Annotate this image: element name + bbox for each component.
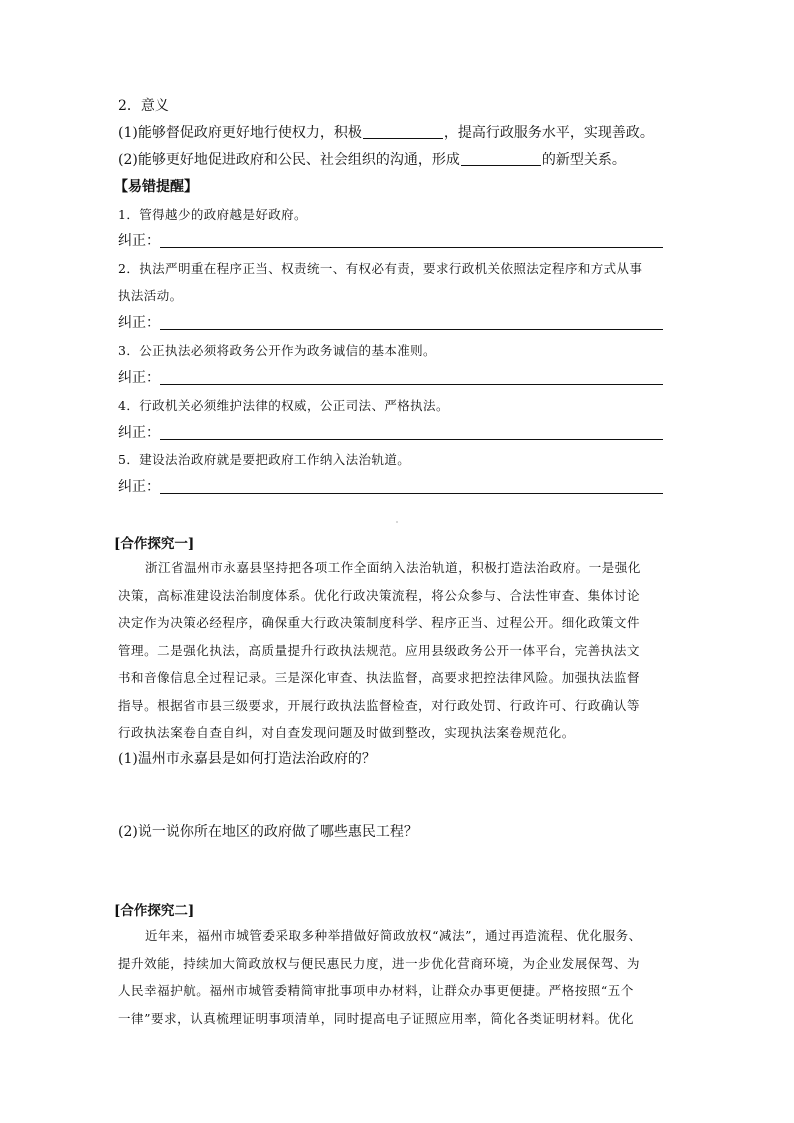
coop1-line-3: 决定作为决策必经程序，确保重大行政决策制度科学、程序正当、过程公开。细化政策文件 — [118, 615, 641, 630]
significance-item-1 — [118, 124, 654, 142]
answer-line — [160, 493, 663, 494]
errors-heading: 【易错提醒】 — [114, 179, 198, 195]
correction-row-4[interactable] — [118, 423, 663, 443]
correction-label: 纠正： — [118, 233, 160, 249]
answer-line — [160, 384, 663, 385]
correction-label: 纠正： — [118, 370, 160, 386]
error-item-5: 5．建设法治政府就是要把政府工作纳入法治轨道。 — [118, 452, 411, 467]
correction-row-2[interactable] — [118, 313, 663, 333]
coop1-question-1: (1)温州市永嘉县是如何打造法治政府的？ — [118, 751, 376, 767]
coop2-line-2: 提升效能，持续加大简政放权与便民惠民力度，进一步优化营商环境，为企业发展保驾、为 — [118, 955, 641, 971]
section-heading-significance: 2．意义 — [118, 98, 169, 114]
coop1-line-1: 浙江省温州市永嘉县坚持把各项工作全面纳入法治轨道，积极打造法治政府。一是强化 — [145, 560, 641, 575]
correction-label: 纠正： — [118, 315, 160, 331]
answer-line — [160, 439, 663, 440]
error-item-4: 4．行政机关必须维护法律的权威，公正司法、严格执法。 — [118, 398, 449, 413]
coop2-heading: [合作探究二] — [114, 903, 195, 919]
fill-blank-2[interactable] — [461, 151, 541, 166]
coop1-line-6: 指导。根据省市县三级要求，开展行政执法监督检查，对行政处罚、行政许可、行政确认等 — [118, 697, 641, 713]
coop1-line-2: 决策，高标准建设法治制度体系。优化行政决策流程，将公众参与、合法性审查、集体讨论 — [118, 587, 641, 603]
error-item-1: 1．管得越少的政府越是好政府。 — [118, 207, 307, 222]
correction-row-3[interactable] — [118, 368, 663, 388]
error-item-2: 2．执法严明重在程序正当、权责统一、有权必有责，要求行政机关依照法定程序和方式从事 — [118, 261, 643, 276]
correction-row-1[interactable] — [118, 231, 663, 251]
answer-line — [160, 329, 663, 330]
coop2-line-3: 人民幸福护航。福州市城管委精简审批事项申办材料，让群众办事更便捷。严格按照“五个 — [118, 983, 634, 998]
correction-row-5[interactable] — [118, 477, 663, 497]
error-item-2-cont: 执法活动。 — [118, 288, 183, 303]
coop1-line-5: 书和音像信息全过程记录。三是深化审查、执法监督，高要求把控法律风险。加强执法监督 — [118, 670, 641, 685]
coop2-line-4: 一律”要求，认真梳理证明事项清单，同时提高电子证照应用率，简化各类证明材料。优化 — [118, 1010, 634, 1026]
scan-speck — [396, 521, 398, 523]
coop2-line-1: 近年来，福州市城管委采取多种举措做好简政放权“减法”，通过再造流程、优化服务、 — [145, 928, 642, 943]
coop1-heading: [合作探究一] — [114, 536, 195, 552]
significance-item-2 — [118, 151, 626, 169]
coop1-paragraph — [118, 554, 686, 747]
correction-label: 纠正： — [118, 425, 160, 441]
coop2-paragraph — [118, 922, 686, 1032]
coop1-line-7: 行政执法案卷自查自纠，对自查发现问题及时做到整改，实现执法案卷规范化。 — [118, 725, 575, 740]
error-item-3: 3．公正执法必须将政务公开作为政务诚信的基本准则。 — [118, 343, 436, 358]
significance-item-1-tail: ，提高行政服务水平，实现善政。 — [443, 125, 654, 141]
significance-item-1-text: (1)能够督促政府更好地行使权力，积极 — [118, 125, 362, 141]
significance-item-2-text: (2)能够更好地促进政府和公民、社会组织的沟通，形成 — [118, 152, 460, 168]
answer-line — [160, 247, 663, 248]
coop1-question-2: (2)说一说你所在地区的政府做了哪些惠民工程？ — [118, 824, 418, 840]
correction-label: 纠正： — [118, 479, 160, 495]
coop1-line-4: 管理。二是强化执法，高质量提升行政执法规范。应用县级政务公开一体平台，完善执法文 — [118, 642, 641, 658]
fill-blank-1[interactable] — [363, 124, 443, 139]
significance-item-2-tail: 的新型关系。 — [541, 152, 626, 168]
